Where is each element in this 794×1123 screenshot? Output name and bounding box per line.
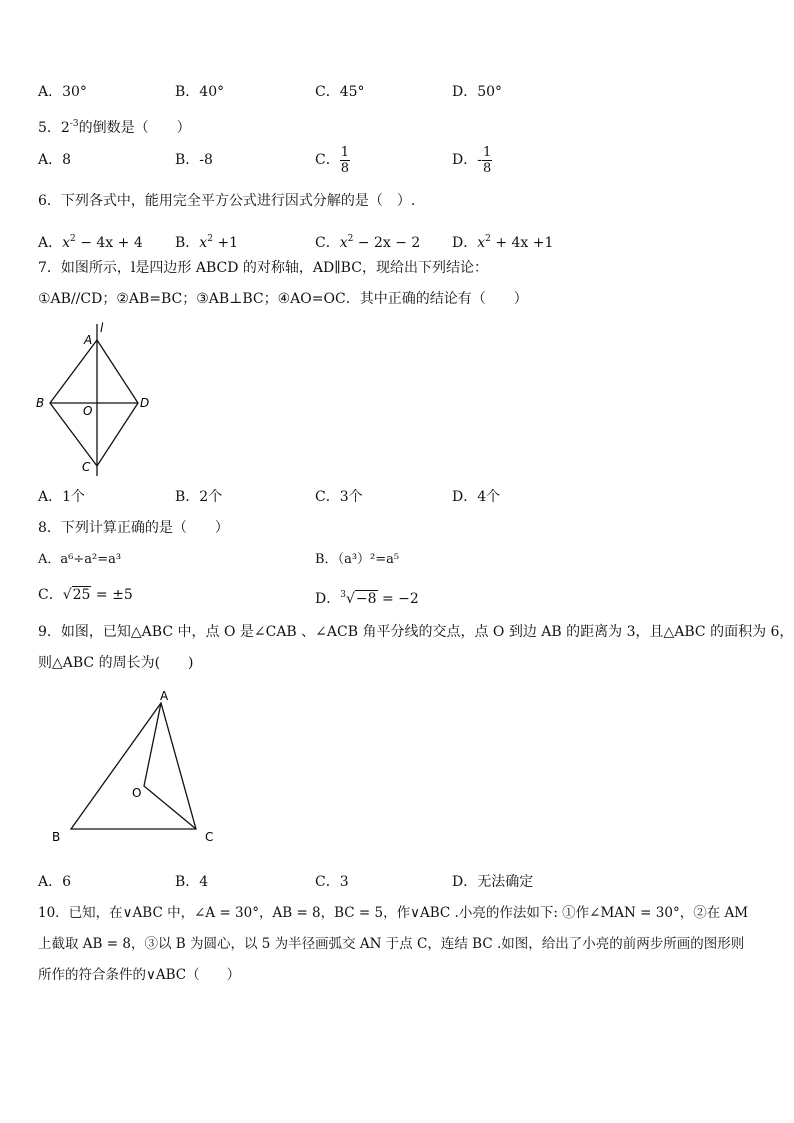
q5-option-a: A．8 [38, 152, 72, 168]
q8-option-d: D．$^3$√−8 = −2 [315, 590, 419, 607]
q10-line1: 10．已知，在∨ABC 中，∠A = 30°，AB = 8，BC = 5，作∨ABC .小亮的作法如下: ①作∠MAN = 30°，②在 AM [38, 905, 749, 921]
label-a: A [160, 689, 169, 703]
q9-stem-line1: 9．如图，已知△ABC 中，点 O 是∠CAB 、∠ACB 角平分线的交点，点 O 到边 AB 的距离为 3，且△ABC 的面积为 6， [38, 624, 794, 640]
q10-line3: 所作的符合条件的∨ABC（ ） [38, 967, 241, 983]
q5-d-fraction: $\frac{1}{8}$ [482, 144, 492, 176]
label-b: B [52, 830, 61, 844]
label-o: O [83, 404, 93, 418]
q9-triangle-figure [40, 685, 230, 845]
q5-option-d: D．- $\frac{1}{8}$ [452, 144, 492, 176]
q4-option-c: C．45° [315, 84, 365, 100]
label-a: A [84, 333, 93, 347]
q8-option-a: A．a⁶÷a²=a³ [38, 552, 122, 567]
q5-stem: 5．$2^{-3}$的倒数是（ ） [38, 119, 191, 136]
q7-rhombus-figure [30, 318, 170, 480]
q6-option-b: B．$x^2 +1$ [175, 234, 239, 251]
label-o: O [132, 786, 142, 800]
q8-option-b: B．（a³）²=a⁵ [315, 552, 400, 567]
q8-stem: 8．下列计算正确的是（ ） [38, 520, 229, 536]
label-l: l [100, 321, 104, 335]
q4-option-b: B．40° [175, 84, 225, 100]
q6-option-d: D．$x^2 + 4x +1$ [452, 234, 554, 251]
q5-c-fraction: $\frac{1}{8}$ [340, 144, 349, 176]
q10-line2: 上截取 AB = 8，③以 B 为圆心，以 5 为半径画弧交 AN 于点 C，连结 BC .如图，给出了小亮的前两步所画的图形则 [38, 936, 745, 952]
q5-option-b: B．-8 [175, 152, 213, 168]
q7-stem-line1: 7．如图所示，l是四边形 ABCD 的对称轴，AD∥BC，现给出下列结论： [38, 260, 488, 276]
q4-option-a: A．30° [38, 84, 87, 100]
bisector-segments [144, 703, 196, 829]
q7-option-d: D．4个 [452, 489, 501, 505]
label-d: D [140, 396, 150, 410]
q6-option-c: C．$x^2 - 2x - 2$ [315, 234, 421, 251]
radical-sign: √ [62, 587, 72, 603]
triangle-abc [71, 703, 196, 829]
q9-option-b: B．4 [175, 874, 209, 890]
radical-sign: √ [345, 591, 355, 607]
q9-option-a: A．6 [38, 874, 72, 890]
q6-stem: 6．下列各式中，能用完全平方公式进行因式分解的是（ ）. [38, 193, 416, 209]
q7-option-a: A．1个 [38, 489, 86, 505]
label-c: C [205, 830, 214, 844]
q7-option-b: B．2个 [175, 489, 223, 505]
label-b: B [36, 396, 45, 410]
q9-stem-line2: 则△ABC 的周长为( ) [38, 655, 194, 671]
q8-option-c: C．√25 = ±5 [38, 587, 133, 603]
q9-option-d: D．无法确定 [452, 874, 534, 890]
q7-option-c: C．3个 [315, 489, 363, 505]
q6-option-a: A．$x^2 - 4x + 4$ [38, 234, 143, 251]
q7-stem-line2: ①AB//CD；②AB=BC；③AB⊥BC；④AO=OC．其中正确的结论有（ ） [38, 291, 528, 307]
q5-option-c: C． $\frac{1}{8}$ [315, 144, 349, 176]
q9-option-c: C．3 [315, 874, 349, 890]
q4-option-d: D．50° [452, 84, 503, 100]
label-c: C [82, 460, 91, 474]
